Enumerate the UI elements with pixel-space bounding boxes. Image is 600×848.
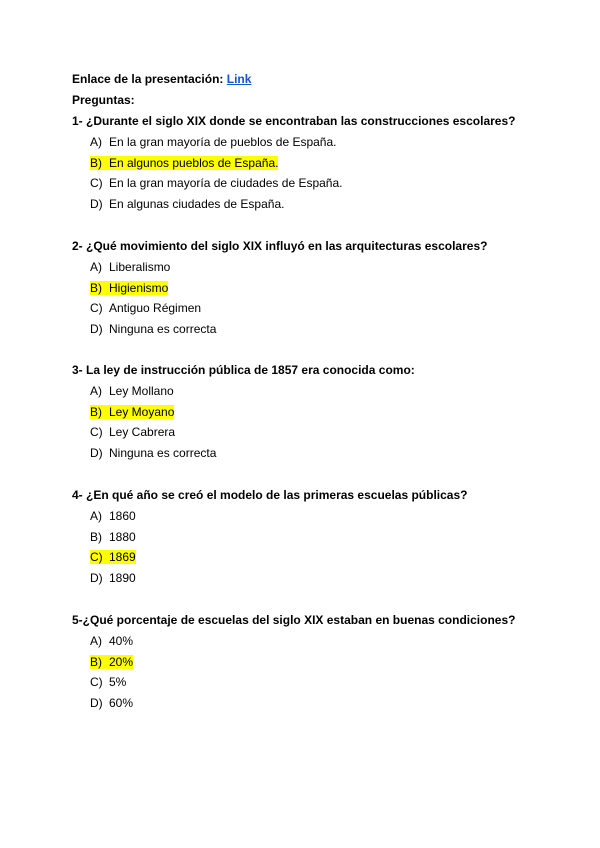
question-2-option-b — [90, 281, 168, 295]
option-text: 1869 — [109, 550, 136, 565]
option-text: 60% — [109, 696, 134, 711]
option-text: Higienismo — [109, 280, 169, 295]
option-letter: B) — [90, 280, 102, 295]
option-text-wrap — [90, 384, 174, 398]
option-text-wrap — [90, 156, 278, 170]
option-letter: D) — [90, 571, 103, 586]
question-2-option-d — [90, 322, 216, 336]
option-text-wrap — [90, 260, 170, 274]
option-text: Ley Mollano — [109, 384, 174, 398]
question-2-text: 2- ¿Qué movimiento del siglo XIX influyó en las arquitecturas escolares? — [72, 239, 488, 253]
option-text: Ley Moyano — [109, 404, 175, 419]
option-text-wrap — [90, 530, 136, 544]
option-letter: C) — [90, 425, 103, 440]
option-letter: A) — [90, 260, 102, 274]
question-1-option-b — [90, 156, 278, 170]
option-letter: C) — [90, 301, 103, 316]
option-text-wrap — [90, 135, 336, 149]
option-text-wrap — [90, 550, 136, 564]
question-2-option-c — [90, 301, 201, 315]
option-letter: C) — [90, 675, 103, 690]
question-3-text: 3- La ley de instrucción pública de 1857 era conocida como: — [72, 363, 415, 377]
question-3-option-c — [90, 425, 175, 439]
option-letter: A) — [90, 384, 102, 398]
question-1-option-c — [90, 176, 342, 190]
question-3-option-a — [90, 384, 174, 398]
question-4-option-b — [90, 530, 136, 544]
option-text-wrap — [90, 634, 133, 648]
question-2-option-a — [90, 260, 170, 274]
question-5-option-c — [90, 675, 126, 689]
option-text-wrap — [90, 197, 284, 211]
option-text: En algunas ciudades de España. — [109, 197, 285, 212]
option-letter: D) — [90, 322, 103, 337]
presentation-link-label: Enlace de la presentación: — [72, 72, 224, 86]
option-letter: D) — [90, 696, 103, 711]
option-text-wrap — [90, 571, 136, 585]
option-text: 40% — [109, 634, 134, 648]
option-text-wrap — [90, 655, 133, 669]
option-text: Ley Cabrera — [109, 425, 176, 440]
option-letter: B) — [90, 155, 102, 170]
option-letter: D) — [90, 446, 103, 461]
option-text: Ninguna es correcta — [109, 322, 217, 337]
question-4-text: 4- ¿En qué año se creó el modelo de las primeras escuelas públicas? — [72, 488, 468, 502]
question-4-option-d — [90, 571, 136, 585]
question-5-option-d — [90, 696, 133, 710]
option-text: 1890 — [109, 571, 136, 586]
option-text-wrap — [90, 281, 168, 295]
option-letter: A) — [90, 509, 102, 523]
question-4-option-c — [90, 550, 136, 564]
option-text-wrap — [90, 425, 175, 439]
option-text-wrap — [90, 696, 133, 710]
option-letter: A) — [90, 135, 102, 149]
option-text: 1880 — [109, 529, 136, 544]
option-text: En la gran mayoría de ciudades de España. — [109, 176, 343, 191]
question-4-option-a — [90, 509, 136, 523]
option-text: En algunos pueblos de España. — [109, 155, 279, 170]
option-letter: C) — [90, 550, 103, 565]
option-text-wrap — [90, 405, 174, 419]
option-text: En la gran mayoría de pueblos de España. — [109, 135, 337, 149]
option-text-wrap — [90, 176, 342, 190]
option-text: 20% — [109, 654, 134, 669]
option-text-wrap — [90, 675, 126, 689]
option-text-wrap — [90, 509, 136, 523]
option-text-wrap — [90, 446, 216, 460]
option-letter: B) — [90, 529, 102, 544]
questions-heading: Preguntas: — [72, 93, 135, 107]
option-text: 1860 — [109, 509, 136, 523]
option-letter: B) — [90, 654, 102, 669]
question-3-option-b — [90, 405, 174, 419]
option-text: Liberalismo — [109, 260, 171, 274]
question-1-option-a — [90, 135, 336, 149]
option-text-wrap — [90, 322, 216, 336]
question-1-option-d — [90, 197, 284, 211]
option-letter: B) — [90, 404, 102, 419]
question-3-option-d — [90, 446, 216, 460]
option-text: 5% — [109, 675, 127, 690]
option-letter: A) — [90, 634, 102, 648]
question-1-text: 1- ¿Durante el siglo XIX donde se encontraban las construcciones escolares? — [72, 114, 516, 128]
option-letter: D) — [90, 197, 103, 212]
question-5-text: 5-¿Qué porcentaje de escuelas del siglo XIX estaban en buenas condiciones? — [72, 613, 516, 627]
question-5-option-a — [90, 634, 133, 648]
option-text-wrap — [90, 301, 201, 315]
presentation-link[interactable]: Link — [226, 72, 252, 86]
presentation-link-line — [72, 72, 251, 86]
option-text: Ninguna es correcta — [109, 446, 217, 461]
option-text: Antiguo Régimen — [109, 301, 202, 316]
option-letter: C) — [90, 176, 103, 191]
question-5-option-b — [90, 655, 133, 669]
